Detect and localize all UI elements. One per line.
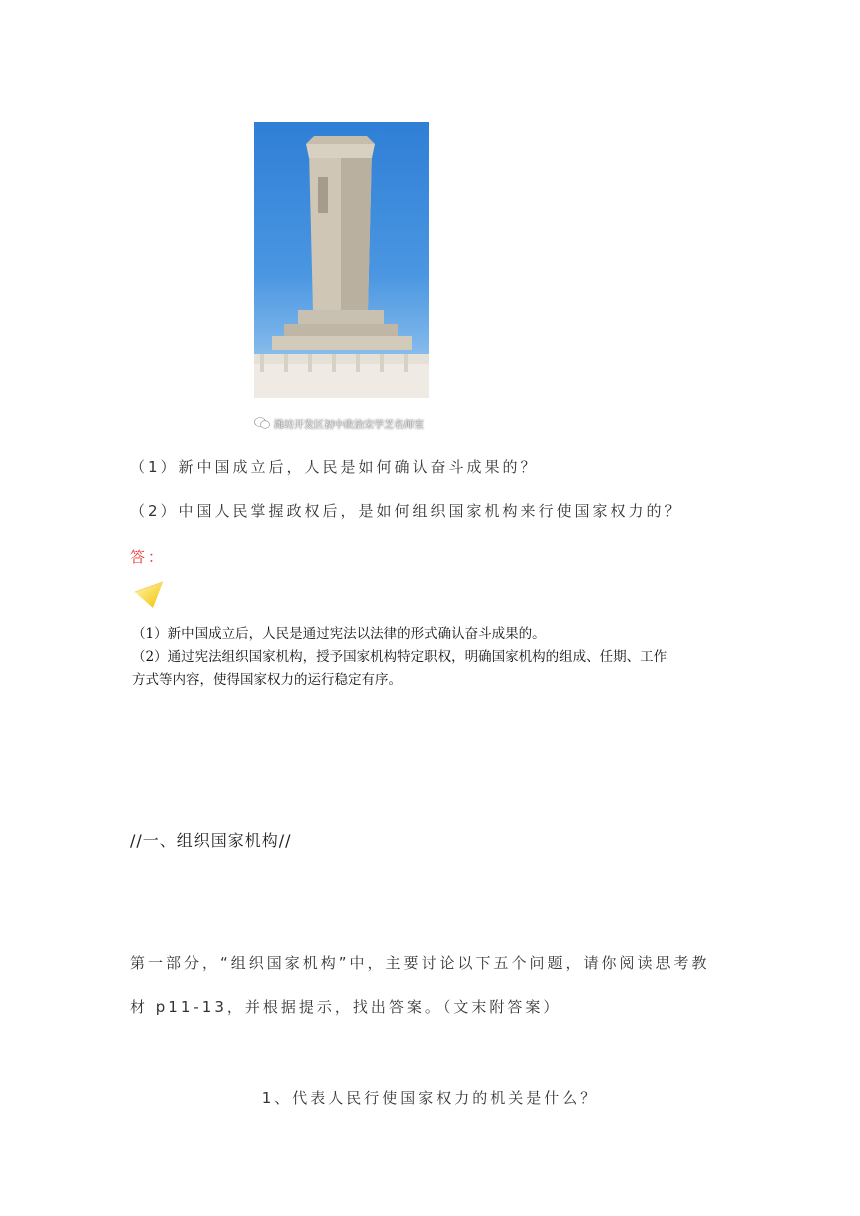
wechat-icon	[254, 417, 270, 429]
image-caption	[254, 412, 466, 434]
caption-text: 潍坊开发区初中政治宋学芝名师室	[274, 419, 424, 431]
intro-line-1: 第一部分，“组织国家机构”中，主要讨论以下五个问题，请你阅读思考教	[130, 954, 710, 972]
answer-line-3: 方式等内容，使得国家权力的运行稳定有序。	[132, 672, 402, 688]
section-title: //一、组织国家机构//	[130, 831, 292, 850]
answer-label: 答：	[130, 548, 167, 566]
intro-line-2: 材 p11-13，并根据提示，找出答案。（文末附答案）	[130, 998, 562, 1016]
section-question-1: 1、代表人民行使国家权力的机关是什么？	[261, 1089, 599, 1107]
answer-line-1: （1）新中国成立后，人民是通过宪法以法律的形式确认奋斗成果的。	[132, 626, 546, 642]
question-1: （1）新中国成立后，人民是如何确认奋斗成果的？	[130, 458, 539, 476]
monument-photo	[254, 122, 429, 398]
monument-illustration	[254, 122, 429, 398]
question-2: （2）中国人民掌握政权后，是如何组织国家机构来行使国家权力的？	[130, 502, 683, 520]
answer-line-2: （2）通过宪法组织国家机构，授予国家机构特定职权，明确国家机构的组成、任期、工作	[132, 649, 668, 665]
paper-fan-icon	[133, 580, 167, 610]
